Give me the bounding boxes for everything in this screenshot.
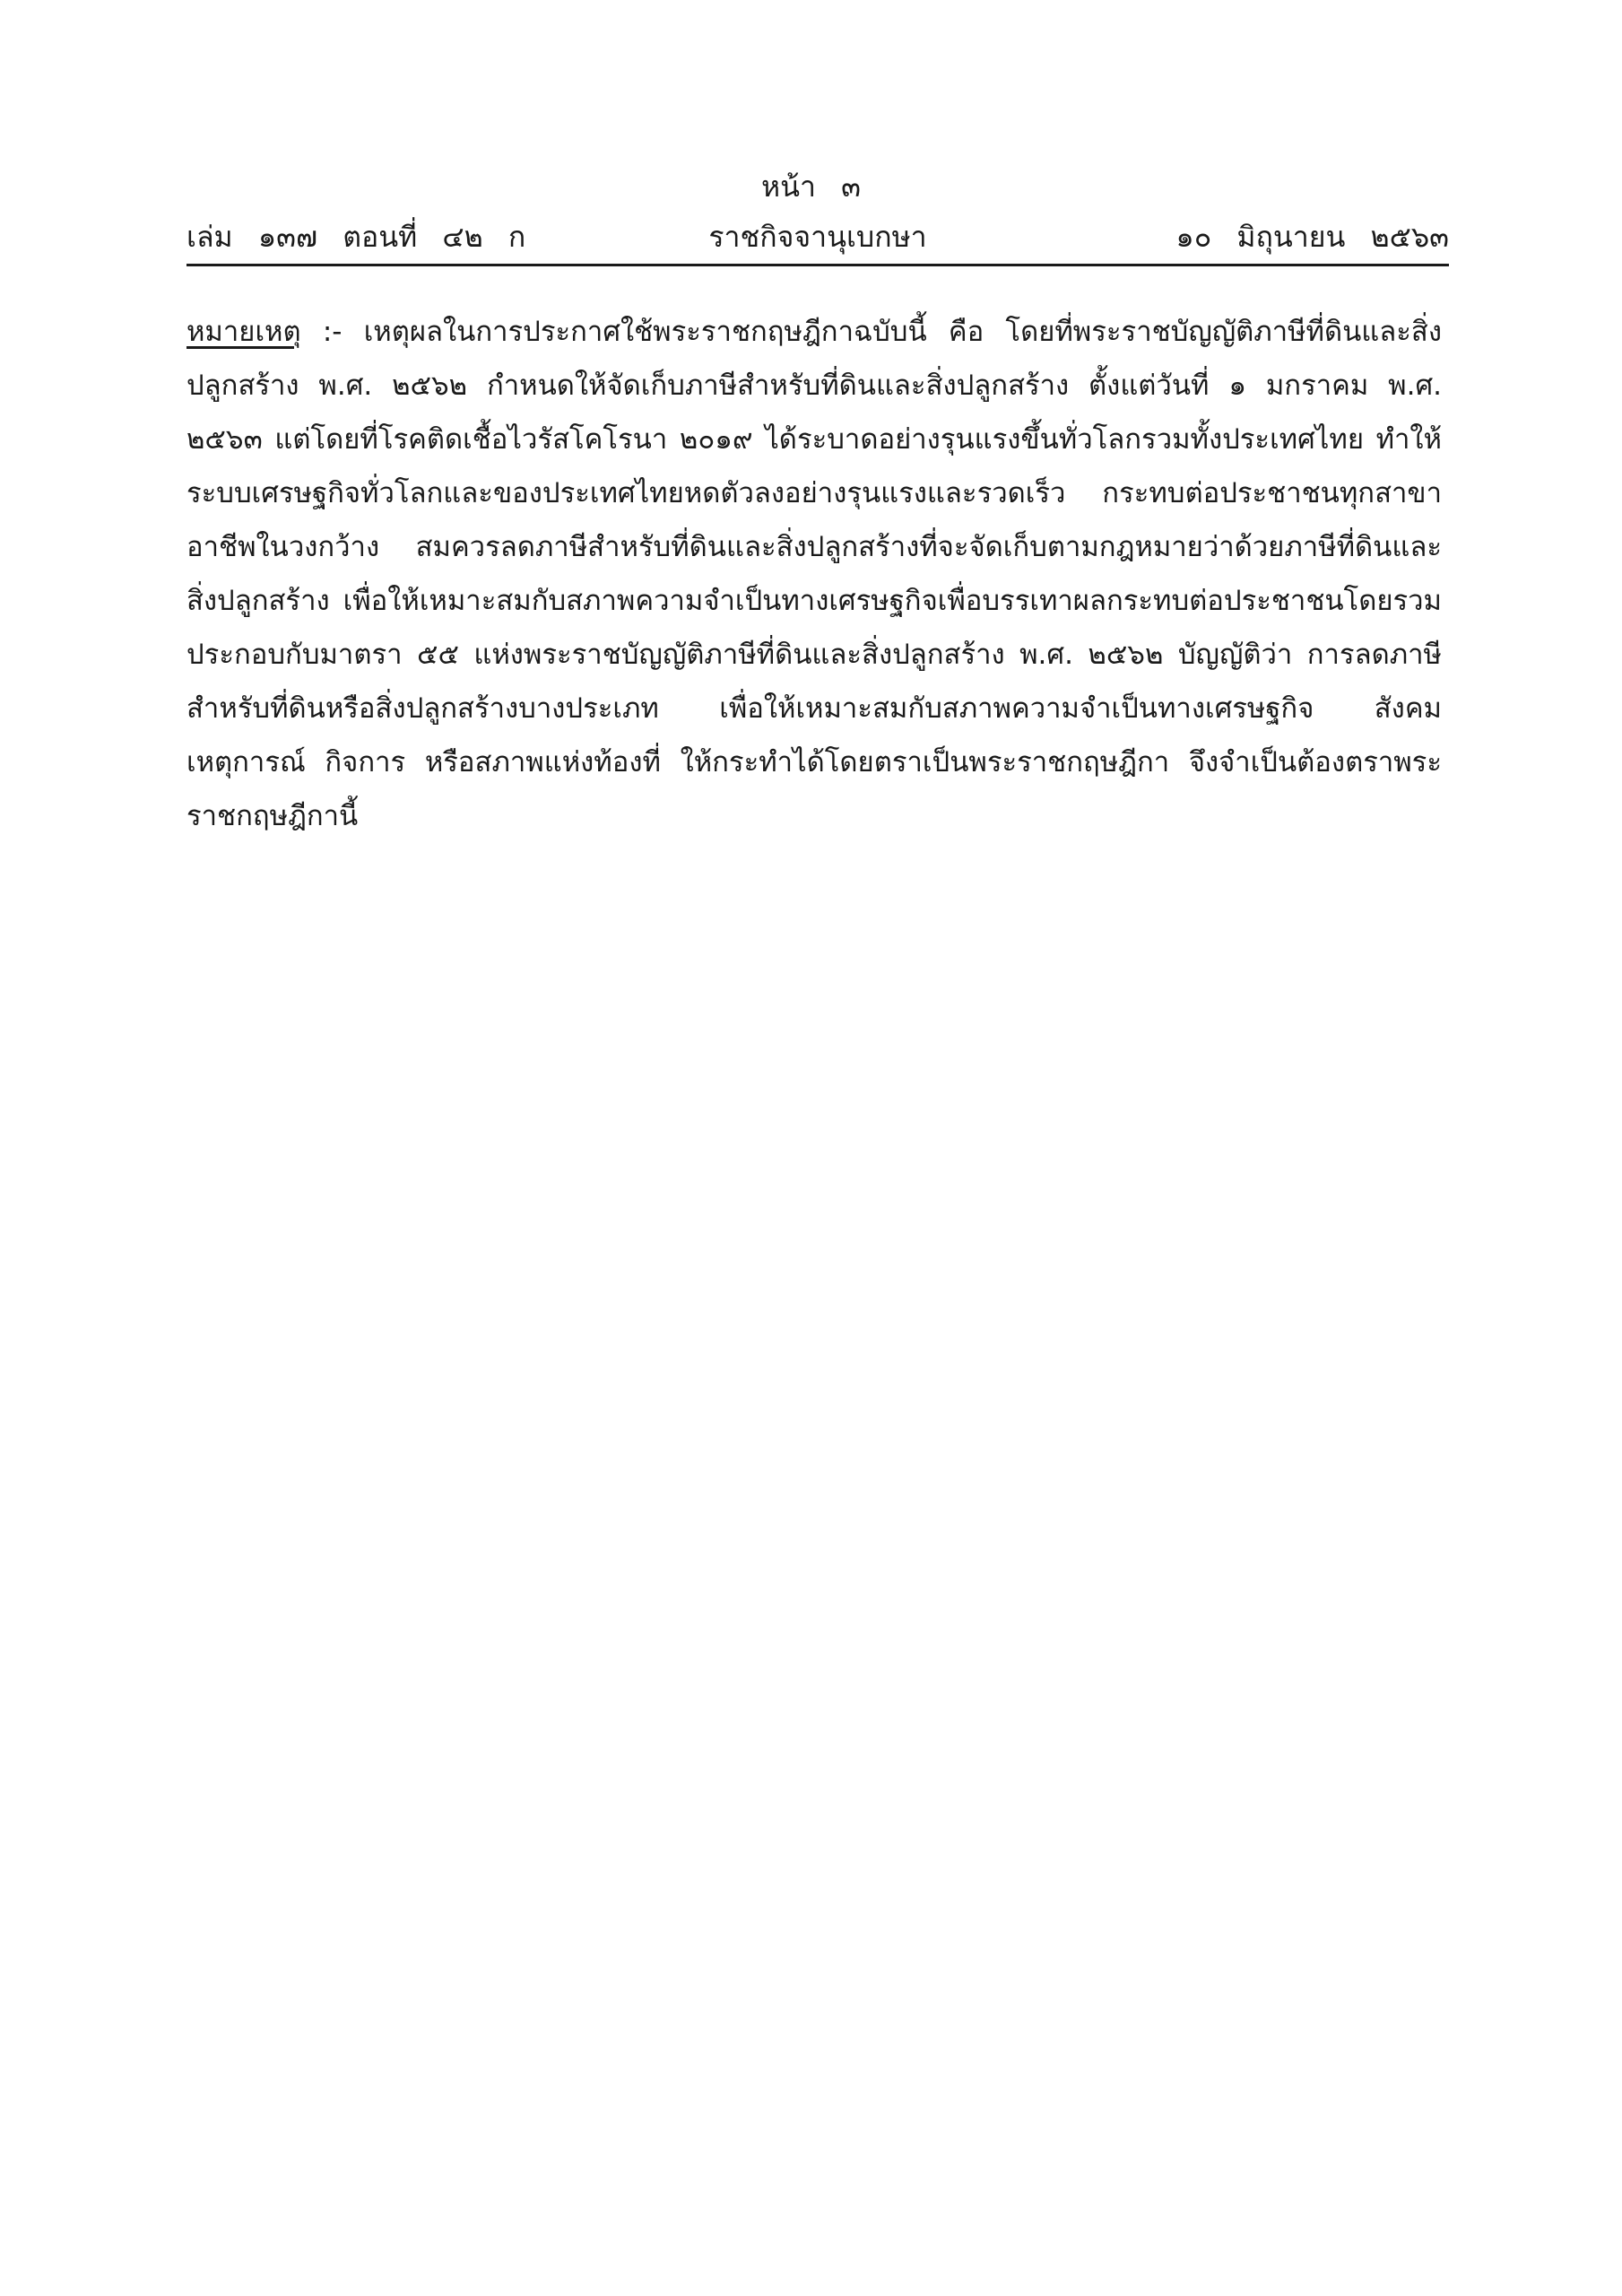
issue-info: เล่ม ๑๓๗ ตอนที่ ๔๒ ก [186, 220, 526, 254]
note-separator: :- [300, 316, 364, 348]
note-paragraph [186, 305, 1442, 843]
gazette-name: ราชกิจจานุเบกษา [708, 220, 927, 254]
note-text: เหตุผลในการประกาศใช้พระราชกฤษฎีกาฉบับนี้ คือ โดยที่พระราชบัญญัติภาษีที่ดินและสิ่งปลูกสร้าง พ.ศ. ๒๕๖๒ กำหนดให้จัดเก็บภาษีสำหรับที่ดินและสิ่งปลูกสร้าง ตั้งแต่วันที่ ๑ มกราคม พ.ศ. ๒๕๖๓ แต่โดยที่โรคติดเชื้อไวรัสโคโรนา ๒๐๑๙ ได้ระบาดอย่างรุนแรงขึ้นทั่วโลกรวมทั้งประเทศไทย ทำให้ระบบเศรษฐกิจทั่วโลกและของประเทศไทยหดตัวลงอย่างรุนแรงและรวดเร็ว กระทบต่อประชาชนทุกสาขาอาชีพในวงกว้าง สมควรลดภาษีสำหรับที่ดินและสิ่งปลูกสร้างที่จะจัดเก็บตามกฎหมายว่าด้วยภาษีที่ดินและสิ่งปลูกสร้าง เพื่อให้เหมาะสมกับสภาพความจำเป็นทางเศรษฐกิจเพื่อบรรเทาผลกระทบต่อประชาชนโดยรวม ประกอบกับมาตรา ๕๕ แห่งพระราชบัญญัติภาษีที่ดินและสิ่งปลูกสร้าง พ.ศ. ๒๕๖๒ บัญญัติว่า การลดภาษีสำหรับที่ดินหรือสิ่งปลูกสร้างบางประเภท เพื่อให้เหมาะสมกับสภาพความจำเป็นทางเศรษฐกิจ สังคม เหตุการณ์ กิจการ หรือสภาพแห่งท้องที่ ให้กระทำได้โดยตราเป็นพระราชกฤษฎีกา จึงจำเป็นต้องตราพระราชกฤษฎีกานี้ [186, 316, 1442, 832]
issue-date: ๑๐ มิถุนายน ๒๕๖๓ [1175, 220, 1449, 254]
page-number: หน้า ๓ [761, 170, 861, 204]
note-label: หมายเหตุ [186, 316, 301, 348]
header-divider [186, 264, 1449, 266]
gazette-header [186, 215, 1449, 258]
